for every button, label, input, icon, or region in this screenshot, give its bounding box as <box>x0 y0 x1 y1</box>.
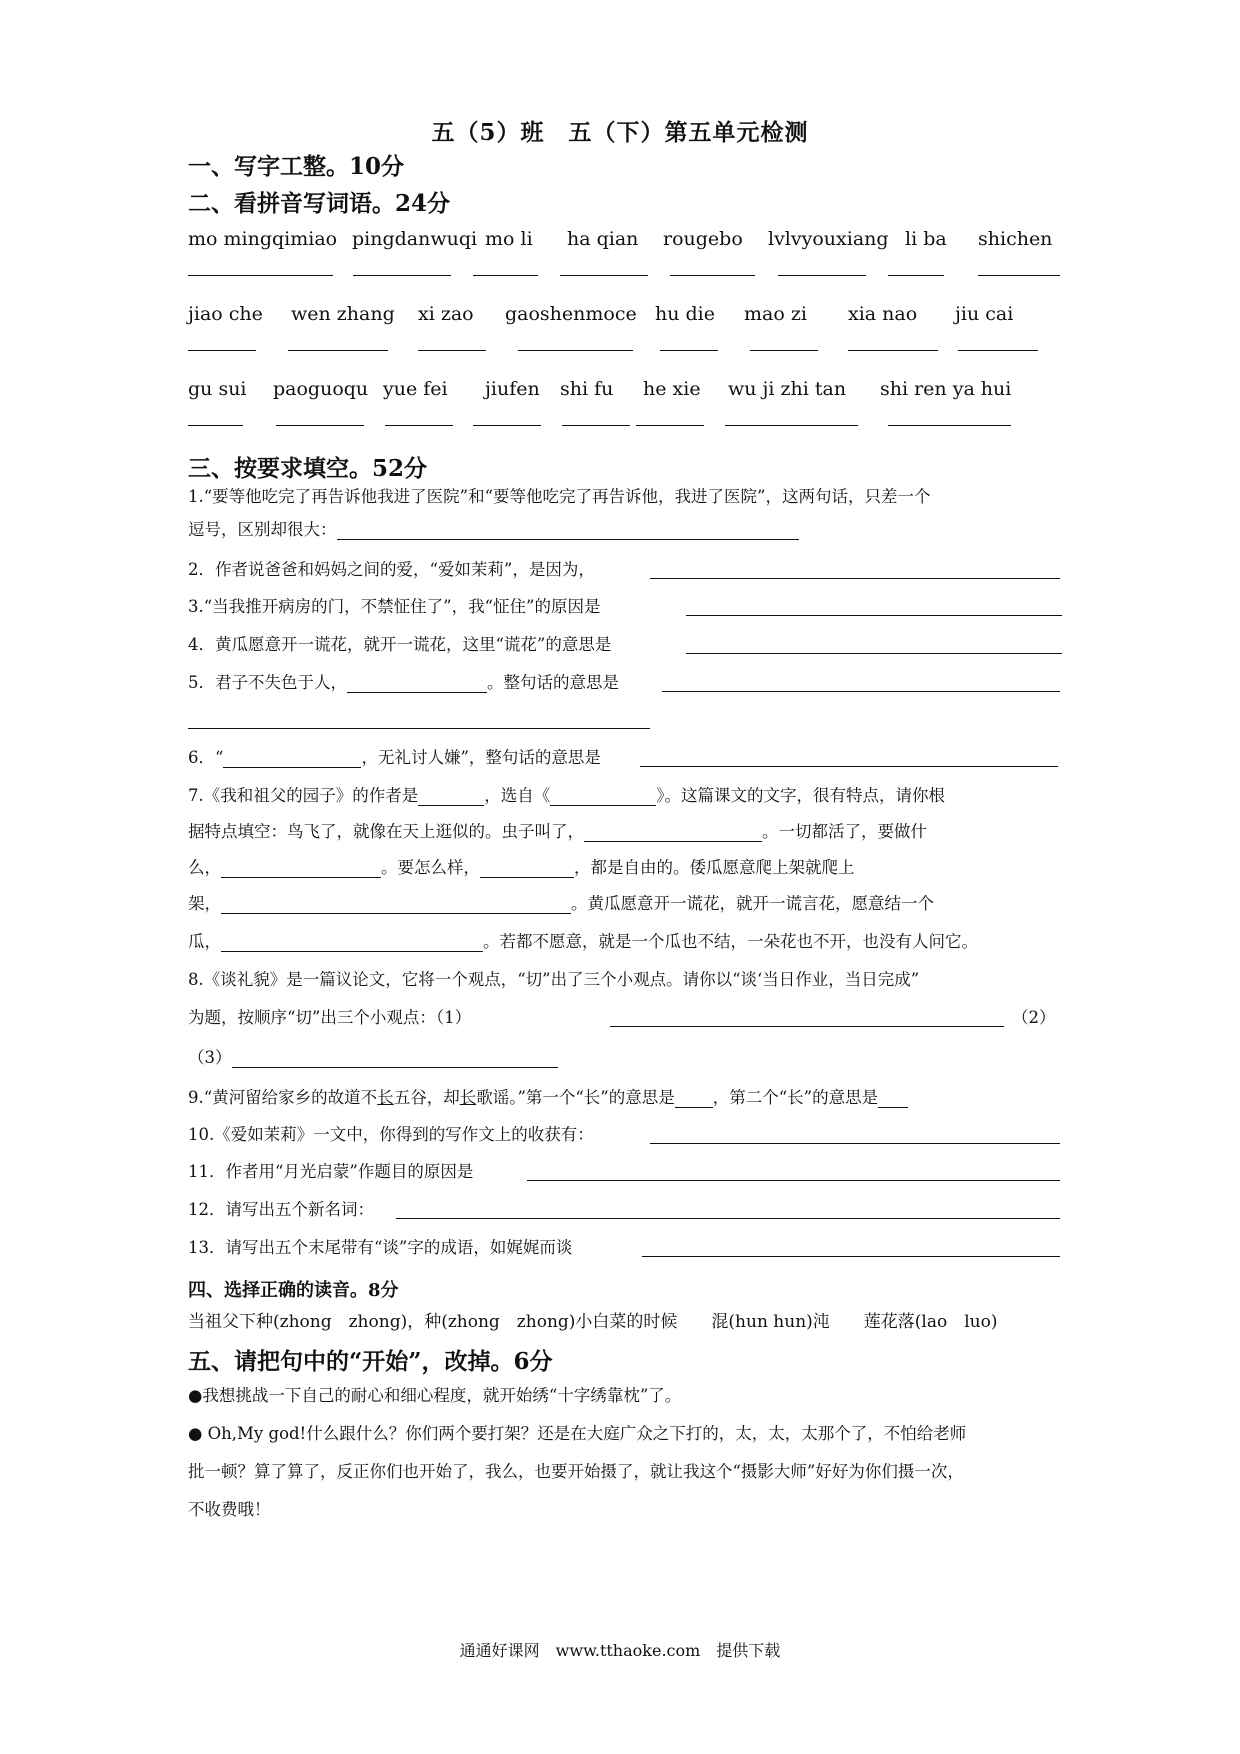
underlined-char: 长 <box>459 1088 477 1107</box>
question-3-prompt: 3.“当我推开病房的门，不禁怔住了”，我“怔住”的原因是 <box>188 597 601 616</box>
answer-line[interactable] <box>276 425 364 426</box>
pinyin-word: gu sui <box>188 378 247 400</box>
answer-line[interactable] <box>848 350 938 351</box>
question-7-text: 么， <box>188 858 221 877</box>
question-12-prompt: 12．请写出五个新名词： <box>188 1200 374 1219</box>
question-1-line-1: 1.“要等他吃完了再告诉他我进了医院”和“要等他吃完了再告诉他，我进了医院”，这两句话，只差一个 <box>188 487 931 506</box>
question-2 <box>188 560 1060 580</box>
pinyin-word: shi fu <box>560 378 614 400</box>
pinyin-word: yue fei <box>383 378 448 400</box>
answer-line[interactable] <box>888 425 1011 426</box>
question-13 <box>188 1238 1060 1258</box>
question-7-text: 》。这篇课文的文字，很有特点，请你根 <box>656 786 945 805</box>
pinyin-word: li ba <box>905 228 947 250</box>
answer-blank[interactable] <box>550 787 656 806</box>
underlined-char: 长 <box>377 1088 394 1107</box>
answer-line[interactable] <box>418 350 486 351</box>
question-7-line-1 <box>188 786 1060 806</box>
question-9-text: 歌谣。”第一个“长”的意思是 <box>476 1088 675 1107</box>
question-5-prompt-a: 5．君子不失色于人， <box>188 673 347 692</box>
question-7-text: ，选自《 <box>484 786 551 805</box>
page-footer: 通通好课网 www.tthaoke.com 提供下载 <box>459 1641 781 1660</box>
pinyin-word: hu die <box>655 303 715 325</box>
section-4-heading: 四、选择正确的读音。8分 <box>188 1280 399 1301</box>
answer-blank[interactable] <box>221 895 571 914</box>
answer-line[interactable] <box>778 275 866 276</box>
question-9-text: 9.“黄河留给家乡的故道不 <box>188 1088 378 1107</box>
answer-line[interactable] <box>562 425 630 426</box>
question-7-text: 据特点填空：鸟飞了，就像在天上逛似的。虫子叫了， <box>188 822 584 841</box>
question-8-line-3 <box>188 1048 1060 1068</box>
pinyin-word: ha qian <box>567 228 639 250</box>
pinyin-word: gaoshenmoce <box>505 303 637 325</box>
pinyin-row-2 <box>188 303 1060 373</box>
question-11 <box>188 1162 1060 1182</box>
answer-line[interactable] <box>518 350 633 351</box>
question-4-prompt: 4．黄瓜愿意开一谎花，就开一谎花，这里“谎花”的意思是 <box>188 635 612 654</box>
answer-blank[interactable] <box>527 1180 1060 1181</box>
answer-blank[interactable] <box>650 1143 1060 1144</box>
answer-blank[interactable] <box>347 674 487 693</box>
question-7-line-4 <box>188 894 1060 914</box>
section-2-heading: 二、看拼音写词语。24分 <box>188 190 451 217</box>
answer-blank[interactable] <box>418 787 484 806</box>
answer-blank[interactable] <box>221 933 483 952</box>
answer-line[interactable] <box>188 350 256 351</box>
question-10 <box>188 1125 1060 1145</box>
answer-blank[interactable] <box>650 578 1060 579</box>
answer-line[interactable] <box>958 350 1038 351</box>
answer-blank[interactable] <box>584 823 762 842</box>
question-4 <box>188 635 1060 655</box>
question-7-text: 。要怎么样， <box>381 858 480 877</box>
reading-choices: 当祖父下种(zhong zhong)，种(zhong zhong)小白菜的时候 混(hun hun)沌 莲花落(lao luo) <box>188 1312 998 1332</box>
answer-blank[interactable] <box>675 1089 713 1108</box>
answer-blank[interactable] <box>686 653 1062 654</box>
question-6-prompt-a: 6．“ <box>188 748 224 767</box>
question-7-text: 瓜， <box>188 932 221 951</box>
pinyin-row-1 <box>188 228 1060 298</box>
question-9 <box>188 1088 1060 1108</box>
pinyin-word: jiao che <box>188 303 263 325</box>
pinyin-word: paoguoqu <box>273 378 369 400</box>
question-11-prompt: 11．作者用“月光启蒙”作题目的原因是 <box>188 1162 474 1181</box>
pinyin-word: xi zao <box>418 303 474 325</box>
question-7-text: 7.《我和祖父的园子》的作者是 <box>188 786 419 805</box>
section-5-item-2-line-1: ● Oh,My god!什么跟什么？你们两个要打架？还是在大庭广众之下打的，太，太，太那个了，不怕给老师 <box>188 1424 967 1443</box>
question-5-prompt-b: 。整句话的意思是 <box>487 673 619 692</box>
question-7-text: 。黄瓜愿意开一谎花，就开一谎言花，愿意结一个 <box>571 894 934 913</box>
answer-blank[interactable] <box>223 749 361 768</box>
answer-blank[interactable] <box>662 691 1060 692</box>
pinyin-word: wu ji zhi tan <box>728 378 847 400</box>
question-7-text: 。一切都活了，要做什 <box>762 822 927 841</box>
answer-blank[interactable] <box>610 1026 1004 1027</box>
section-5-heading: 五、请把句中的“开始”，改掉。6分 <box>188 1348 553 1375</box>
answer-line[interactable] <box>560 275 648 276</box>
answer-line[interactable] <box>670 275 755 276</box>
answer-line[interactable] <box>473 275 538 276</box>
question-7-text: 架， <box>188 894 221 913</box>
question-8-text: （3） <box>188 1048 232 1067</box>
question-7-line-5 <box>188 932 1060 952</box>
pinyin-word: mo mingqimiao <box>188 228 338 250</box>
question-6 <box>188 748 1060 768</box>
pinyin-word: jiufen <box>485 378 540 400</box>
question-10-prompt: 10.《爱如茉莉》一文中，你得到的写作文上的收获有： <box>188 1125 594 1144</box>
answer-line[interactable] <box>978 275 1060 276</box>
answer-blank[interactable] <box>232 1049 558 1068</box>
answer-line[interactable] <box>660 350 718 351</box>
pinyin-word: mo li <box>485 228 533 250</box>
pinyin-word: rougebo <box>663 228 743 250</box>
question-1-prompt: 逗号，区别却很大： <box>188 520 337 539</box>
pinyin-word: mao zi <box>744 303 807 325</box>
pinyin-word: he xie <box>643 378 701 400</box>
pinyin-word: lvlvyouxiang <box>768 228 889 250</box>
answer-blank[interactable] <box>878 1089 908 1108</box>
question-6-prompt-b: ，无礼讨人嫌”，整句话的意思是 <box>361 748 601 767</box>
section-1-heading: 一、写字工整。10分 <box>188 153 405 180</box>
question-12 <box>188 1200 1060 1220</box>
answer-line[interactable] <box>188 425 243 426</box>
answer-blank[interactable] <box>640 766 1058 767</box>
pinyin-word: xia nao <box>848 303 918 325</box>
section-5-item-2-line-3: 不收费哦！ <box>188 1500 271 1519</box>
pinyin-word: shichen <box>978 228 1053 250</box>
answer-blank[interactable] <box>480 859 574 878</box>
answer-blank[interactable] <box>396 1218 1060 1219</box>
question-9-text: 五谷，却 <box>393 1088 460 1107</box>
question-7-line-2 <box>188 822 1060 842</box>
pinyin-word: wen zhang <box>291 303 395 325</box>
question-7-line-3 <box>188 858 1060 878</box>
answer-line[interactable] <box>725 425 858 426</box>
answer-line[interactable] <box>385 425 453 426</box>
answer-blank[interactable] <box>686 615 1062 616</box>
answer-line[interactable] <box>750 350 818 351</box>
question-8-line-1: 8.《谈礼貌》是一篇议论文，它将一个观点，“切”出了三个小观点。请你以“谈‘当日作业，当日完成” <box>188 970 920 989</box>
answer-line[interactable] <box>188 275 333 276</box>
page-title: 五（5）班 五（下）第五单元检测 <box>431 119 809 146</box>
question-8-text: 为题，按顺序“切”出三个小观点：（1） <box>188 1008 472 1027</box>
question-7-text: ，都是自由的。倭瓜愿意爬上架就爬上 <box>574 858 855 877</box>
question-7-text: 。若都不愿意，就是一个瓜也不结，一朵花也不开，也没有人问它。 <box>483 932 978 951</box>
answer-blank[interactable] <box>337 521 799 540</box>
pinyin-word: shi ren ya hui <box>880 378 1012 400</box>
answer-line[interactable] <box>288 350 388 351</box>
answer-line[interactable] <box>888 275 944 276</box>
question-13-prompt: 13．请写出五个末尾带有“谈”字的成语，如娓娓而谈 <box>188 1238 573 1257</box>
question-1-line-2 <box>188 520 1060 540</box>
answer-blank[interactable] <box>188 728 650 729</box>
pinyin-word: pingdanwuqi <box>352 228 478 250</box>
question-5 <box>188 673 1060 693</box>
pinyin-row-3 <box>188 378 1060 448</box>
answer-line[interactable] <box>636 425 704 426</box>
answer-blank[interactable] <box>642 1256 1060 1257</box>
answer-line[interactable] <box>353 275 451 276</box>
question-9-text: ，第二个“长”的意思是 <box>712 1088 879 1107</box>
section-3-heading: 三、按要求填空。52分 <box>188 455 428 482</box>
question-8-part-2-label: （2） <box>1012 1008 1056 1027</box>
answer-line[interactable] <box>473 425 541 426</box>
question-2-prompt: 2．作者说爸爸和妈妈之间的爱，“爱如茉莉”，是因为， <box>188 560 595 579</box>
pinyin-word: jiu cai <box>955 303 1014 325</box>
section-5-item-2-line-2: 批一顿？算了算了，反正你们也开始了，我么，也要开始摄了，就让我这个“摄影大师”好好为你们摄一次， <box>188 1462 964 1481</box>
question-8-line-2 <box>188 1008 1060 1028</box>
question-3 <box>188 597 1060 617</box>
section-5-item-1: ●我想挑战一下自己的耐心和细心程度，就开始绣“十字绣靠枕”了。 <box>188 1386 682 1405</box>
answer-blank[interactable] <box>221 859 381 878</box>
